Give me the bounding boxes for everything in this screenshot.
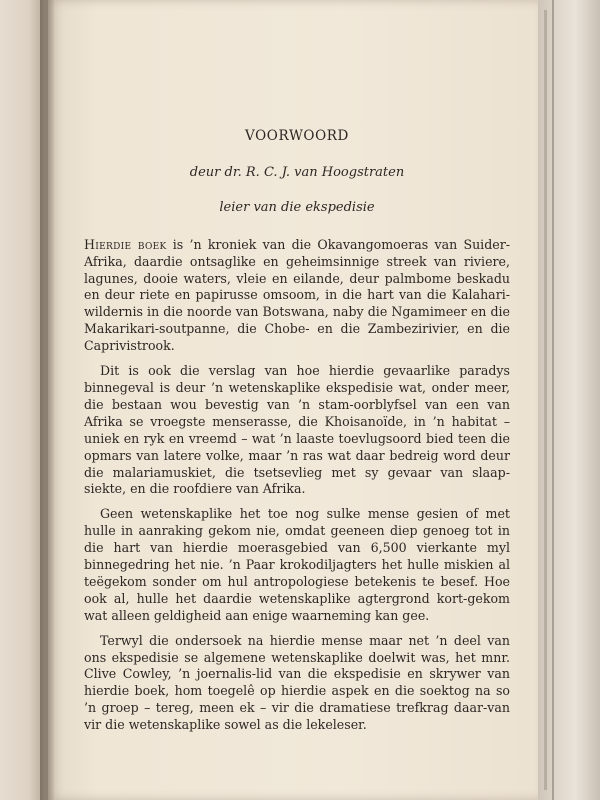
paragraph-3: Geen wetenskaplike het toe nog sulke mense gesien of met hulle in aanraking gekom nie, omdat geeneen diep genoeg tot in die hart van hierdie moerasgebied van 6,500 vierkante myl binnegedring het nie. ’n Paar krokodiljagters het hulle miskien al teëgekom sonder om hul antropologiese betekenis te besef. Hoe ook al, hulle het daardie wetenskaplike agtergrond kort-gekom wat alleen geldigheid aan enige waarneming kan gee. [84,506,510,623]
paragraph-1-text: is ’n kroniek van die Okavangomoeras van Suider-Afrika, daardie ontsaglike en geheimsinnige streek van riviere, lagunes, dooie waters, vleie en eilande, deur palmbome beskadu en deur riete en papirusse omsoom, in die hart van die Kalahari-wildernis in die noorde van Botswana, naby die Ngamimeer en die Makarikari-soutpanne, die Chobe- en die Zambezirivier, en die Caprivistrook. [84,236,510,354]
paragraph-4: Terwyl die ondersoek na hierdie mense maar net ’n deel van ons ekspedisie se algemene wetenskaplike doelwit was, het mnr. Clive Cowley, ’n joernalis-lid van die ekspedisie en skrywer van hierdie boek, hom toegelê op hierdie aspek en die soektog na so ’n groep – tereg, meen ek – vir die dramatiese trefkrag daar-van vir die wetenskaplike sowel as die lekeleser. [84,632,510,733]
book-gutter-shadow [40,0,54,800]
page-text-block [84,128,510,742]
paragraph-2: Dit is ook die verslag van hoe hierdie gevaarlike paradys binnegeval is deur ’n wetenskaplike ekspedisie wat, onder meer, die bestaan wou bevestig van ’n stam-oorblyfsel van een van Afrika se vroegste menserasse, die Khoisanoïde, in ’n habitat – uniek en ryk en vreemd – wat ’n laaste toevlugsoord bied teen die opmars van latere volke, maar ’n ras wat daar bedreig word deur die malariamuskiet, die tsetsevlieg met sy gevaar van slaap-siekte, en die roofdiere van Afrika. [84,363,510,497]
paragraph-1 [84,237,510,355]
paragraph-lead-in: Hierdie boek [84,236,167,252]
page-title: VOORWOORD [245,128,349,144]
author-role: leier van die ekspedisie [219,199,375,215]
author-byline: deur dr. R. C. J. van Hoogstraten [189,164,405,180]
book-cover-edge [538,0,600,800]
